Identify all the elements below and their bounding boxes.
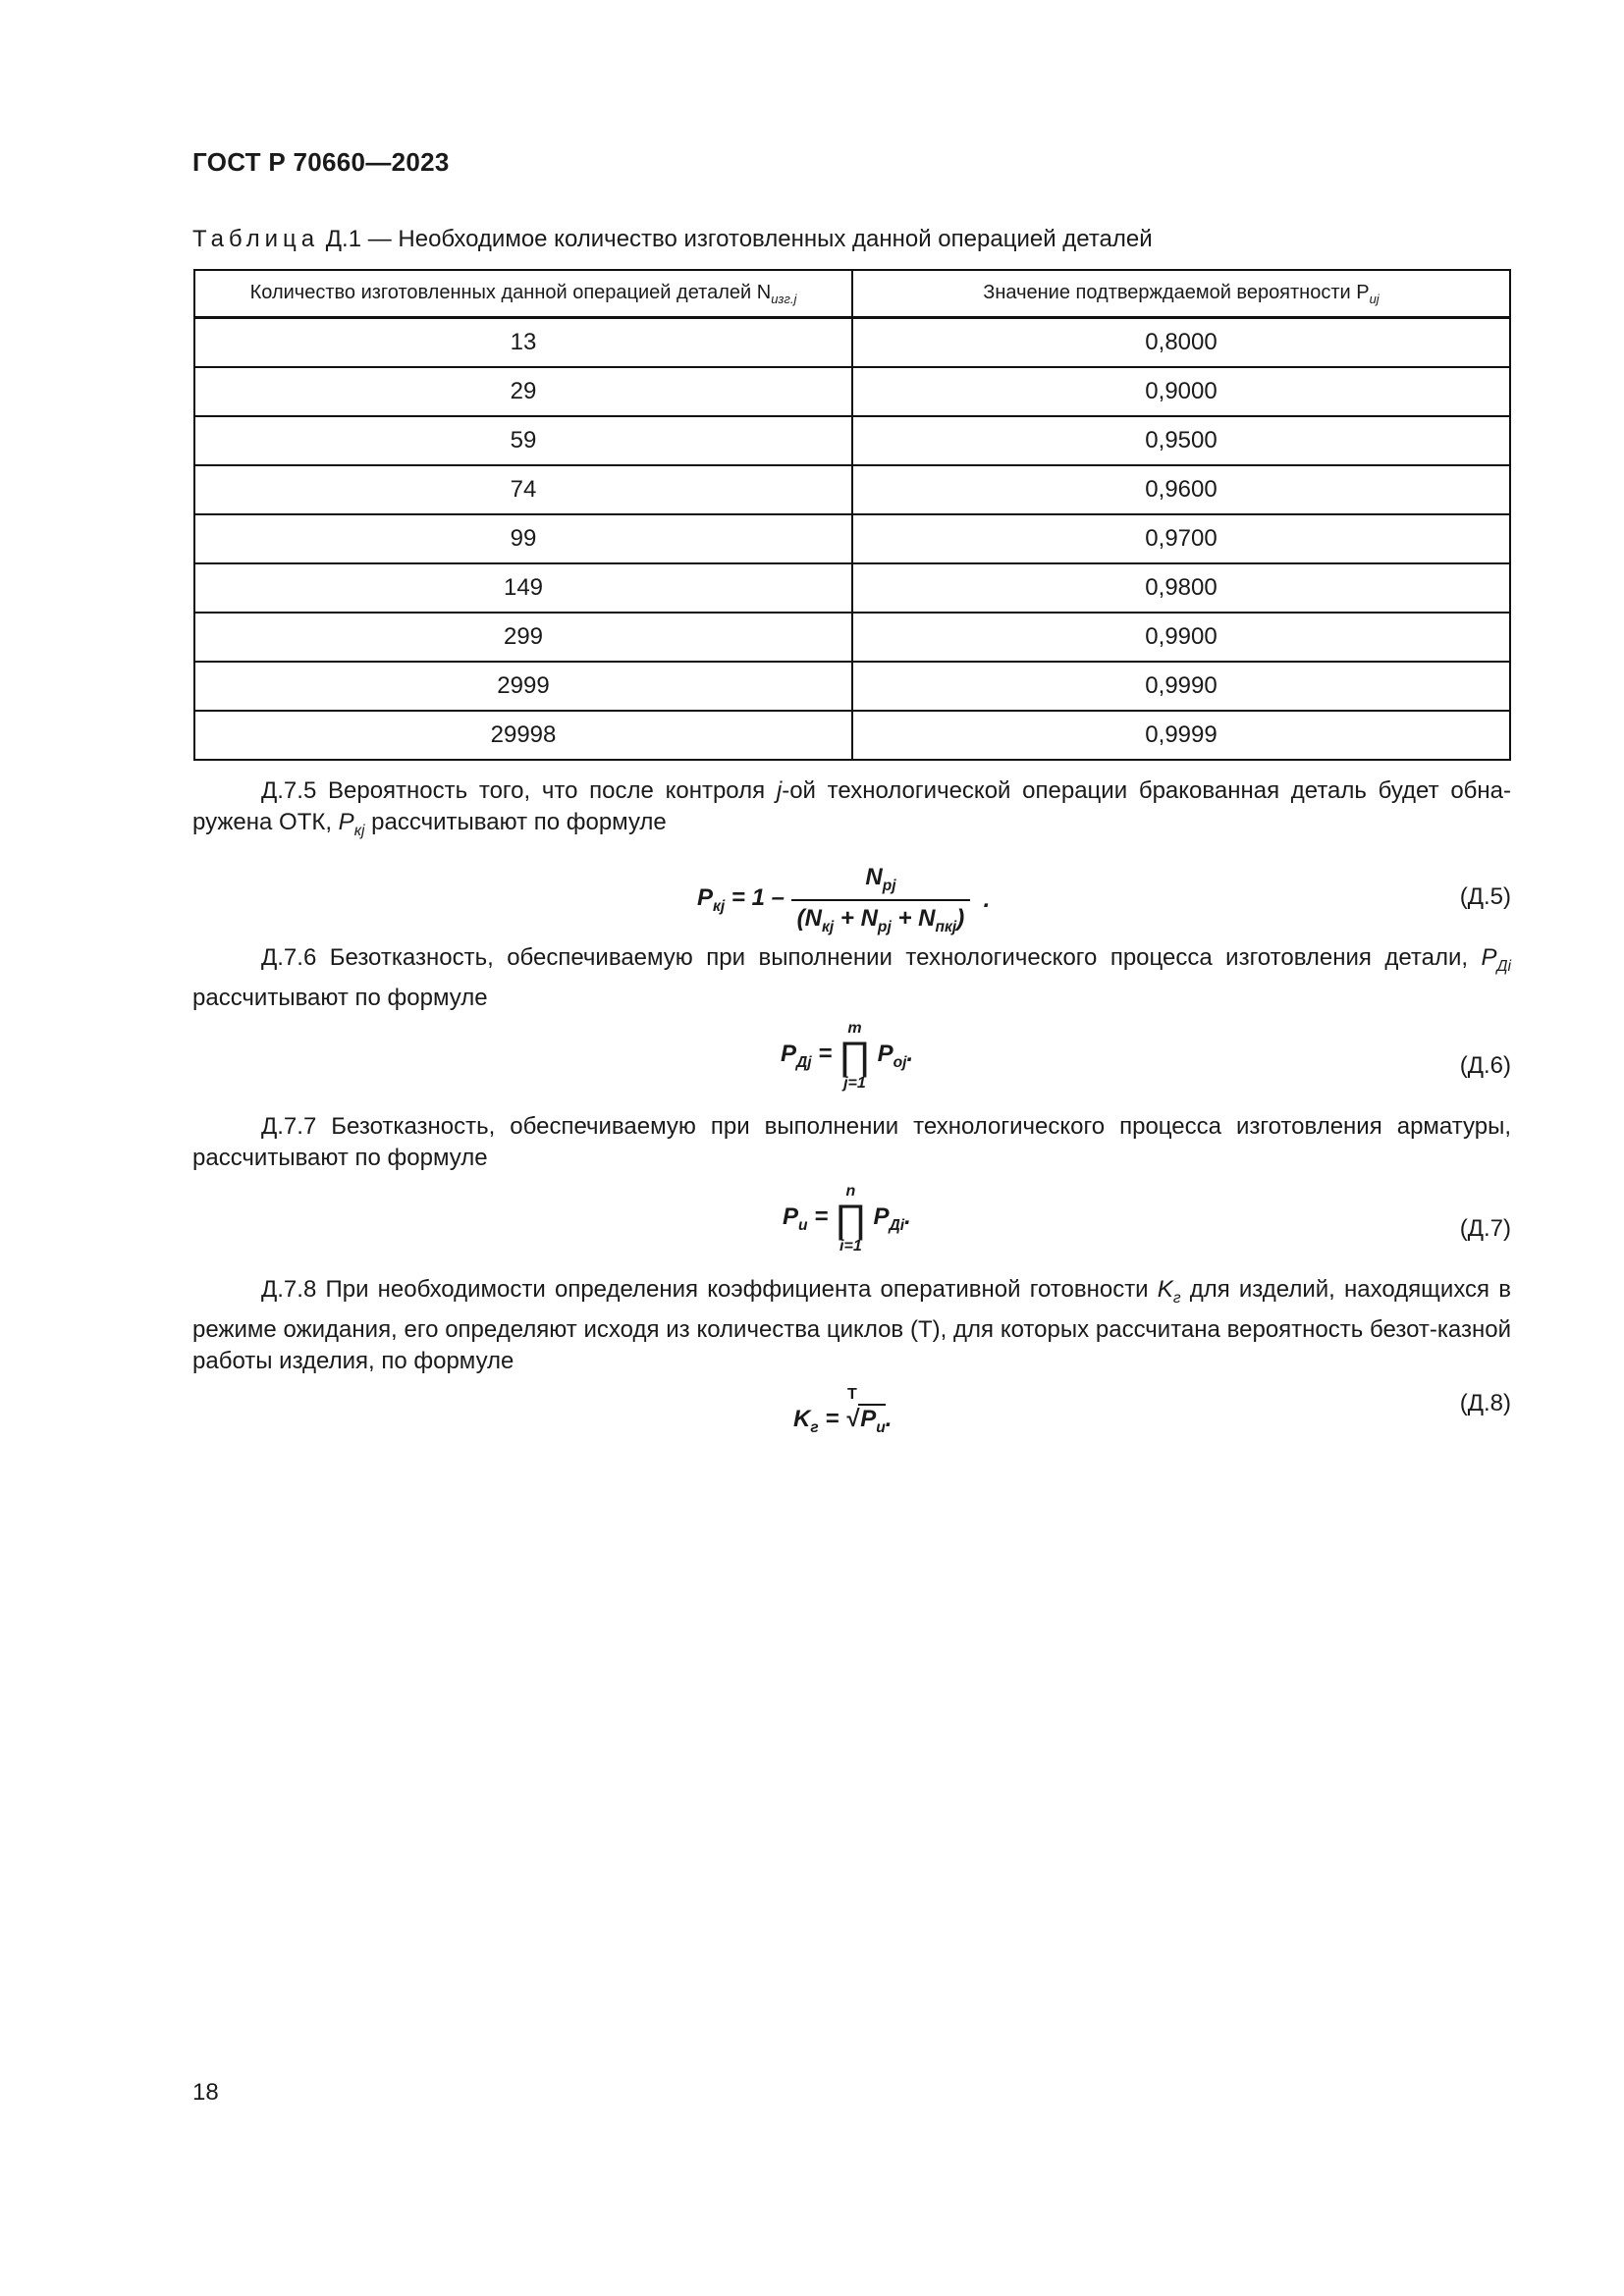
cell-probability: 0,9700 [852, 514, 1510, 563]
table-caption [192, 226, 1153, 253]
cell-count: 29 [194, 367, 852, 416]
table-row [194, 563, 1510, 613]
paragraph-d75: Д.7.5 Вероятность того, что после контроля j-ой технологической операции бракованная деталь будет обна-ружена ОТК, $P_{кj}$ рассчитывают по формуле [192, 777, 1512, 839]
table-row [194, 465, 1510, 514]
cell-probability: 0,8000 [852, 318, 1510, 368]
table-row [194, 662, 1510, 711]
cell-probability: 0,9900 [852, 613, 1510, 662]
cell-probability: 0,9999 [852, 711, 1510, 760]
equation-number-d5: (Д.5) [1459, 883, 1511, 910]
table-header-row [194, 270, 1510, 318]
cell-probability: 0,9990 [852, 662, 1510, 711]
cell-count: 99 [194, 514, 852, 563]
cell-probability: 0,9600 [852, 465, 1510, 514]
table-row [194, 514, 1510, 563]
equation-number-d8: (Д.8) [1459, 1390, 1511, 1416]
page-number: 18 [192, 2079, 219, 2106]
cell-probability: 0,9500 [852, 416, 1510, 465]
cell-count: 13 [194, 318, 852, 368]
document-header: ГОСТ Р 70660—2023 [192, 147, 450, 177]
table-row [194, 416, 1510, 465]
cell-count: 2999 [194, 662, 852, 711]
column-header-probability: Значение подтверждаемой вероятности $P_{иj}$ [852, 270, 1510, 318]
cell-count: 149 [194, 563, 852, 613]
formula-d5: $P_{кj} = 1$ – $\frac{N_{pj}}{(N_{кj} + N_{pj} + N_{пкj})}$ . [697, 864, 991, 935]
equation-number-d7: (Д.7) [1459, 1215, 1511, 1242]
formula-d7: $P_и$ = n ∏ i=1 $P_{Дi}$. [783, 1183, 911, 1255]
table-row [194, 367, 1510, 416]
table-row [194, 711, 1510, 760]
table-row [194, 318, 1510, 368]
formula-d8: $K_г$ = T $√P_и$. [793, 1386, 893, 1436]
cell-probability: 0,9800 [852, 563, 1510, 613]
cell-count: 29998 [194, 711, 852, 760]
paragraph-d77: Д.7.7 Безотказность, обеспечиваемую при выполнении технологического процесса изготовления арматуры, рассчитывают по формуле [192, 1113, 1511, 1171]
equation-number-d6: (Д.6) [1459, 1052, 1511, 1079]
table-caption-text: Д.1 — Необходимое количество изготовленных данной операцией деталей [319, 226, 1153, 252]
probability-table [193, 269, 1511, 761]
table-body [194, 318, 1510, 761]
table-caption-prefix: Таблица [192, 226, 320, 252]
paragraph-d76: Д.7.6 Безотказность, обеспечиваемую при выполнении технологического процесса изготовления детали, $P_{Дi}$ рассчитывают по формуле [192, 944, 1511, 1011]
paragraph-d78: Д.7.8 При необходимости определения коэффициента оперативной готовности $K_г$ для изделий, находящихся в режиме ожидания, его определяют исходя из количества циклов (Т), для которых рассчитана вероятность безот-казной работы изделия, по формуле [192, 1276, 1511, 1374]
cell-count: 74 [194, 465, 852, 514]
cell-count: 299 [194, 613, 852, 662]
cell-probability: 0,9000 [852, 367, 1510, 416]
table-row [194, 613, 1510, 662]
cell-count: 59 [194, 416, 852, 465]
formula-d6: $P_{Дj}$ = m ∏ j=1 $P_{oj}$. [781, 1020, 914, 1092]
column-header-count: Количество изготовленных данной операцией деталей $N_{изг.j}$ [194, 270, 852, 318]
